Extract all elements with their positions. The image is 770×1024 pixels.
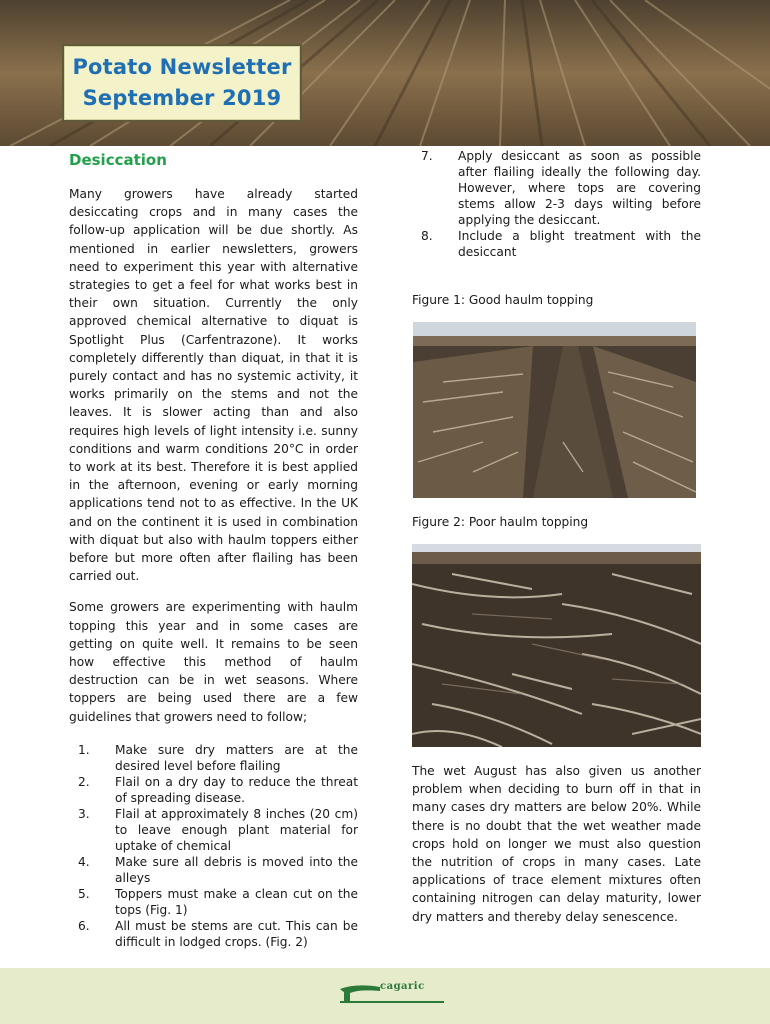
newsletter-title-box bbox=[62, 44, 302, 122]
list-item: 7. Apply desiccant as soon as possible after flailing ideally the following day. However, where tops are covering stems allow 2-3 days wilting before applying the desiccant. bbox=[421, 149, 701, 227]
section-heading: Desiccation bbox=[69, 151, 167, 169]
list-item: 1. Make sure dry matters are at the desired level before flailing bbox=[78, 742, 358, 773]
guideline-list-continued bbox=[412, 148, 701, 260]
figure-2-photo bbox=[412, 544, 701, 747]
list-item: 5. Toppers must make a clean cut on the tops (Fig. 1) bbox=[78, 886, 358, 917]
right-column bbox=[412, 148, 701, 260]
header-banner bbox=[0, 0, 770, 146]
paragraph-wet-august: The wet August has also given us another problem when deciding to burn off in that in many cases dry matters are below 20%. While there is no doubt that the wet weather made crops hold on longer we must also question the nutrition of crops in many cases. Late applications of trace element mixtures often containing nitrogen can delay maturity, lower dry matters and thereby delay senescence. bbox=[412, 764, 701, 924]
list-item: 4. Make sure all debris is moved into the alleys bbox=[78, 854, 358, 885]
guideline-list bbox=[69, 742, 358, 950]
left-column bbox=[69, 148, 358, 950]
list-item: 6. All must be stems are cut. This can be difficult in lodged crops. (Fig. 2) bbox=[78, 918, 358, 949]
list-item: 2. Flail on a dry day to reduce the threat of spreading disease. bbox=[78, 774, 358, 805]
list-item: 3. Flail at approximately 8 inches (20 cm) to leave enough plant material for uptake of chemical bbox=[78, 806, 358, 853]
figure-1-photo bbox=[413, 322, 696, 498]
newsletter-title: Potato Newsletter bbox=[72, 55, 292, 79]
paragraph-haulm-topping: Some growers are experimenting with haulm topping this year and in some cases are getting on quite well. It remains to be seen how effective this method of haulm destruction can be in wet seasons. Where toppers are being used there are a few guidelines that growers need to follow; bbox=[69, 600, 358, 724]
figure-1-caption: Figure 1: Good haulm topping bbox=[412, 293, 594, 307]
newsletter-date: September 2019 bbox=[82, 86, 282, 110]
figure-2-caption: Figure 2: Poor haulm topping bbox=[412, 515, 589, 529]
list-item: 8. Include a blight treatment with the desiccant bbox=[421, 229, 701, 259]
logo-text: cagaric bbox=[380, 981, 425, 992]
paragraph-desiccation: Many growers have already started desiccating crops and in many cases the follow-up application will be due shortly. As mentioned in earlier newsletters, growers need to experiment this year with alternative strategies to get a feel for what works best in their own situation. Currently the only approved chemical alternative to diquat is Spotlight Plus (Carfentrazone). It works completely differently than diquat, in that it is purely contact and has no systemic activity, it works primarily on the stems and not the leaves. It is slower acting than and also requires high levels of light intensity i.e. sunny conditions and warm conditions 20°C in order to work at its best. Therefore it is best applied in the afternoon, evening or early morning applications tend not to as effective. In the UK and on the continent it is used in combination with diquat but also with haulm toppers either before but more often after flailing has been carried out. bbox=[69, 187, 358, 584]
